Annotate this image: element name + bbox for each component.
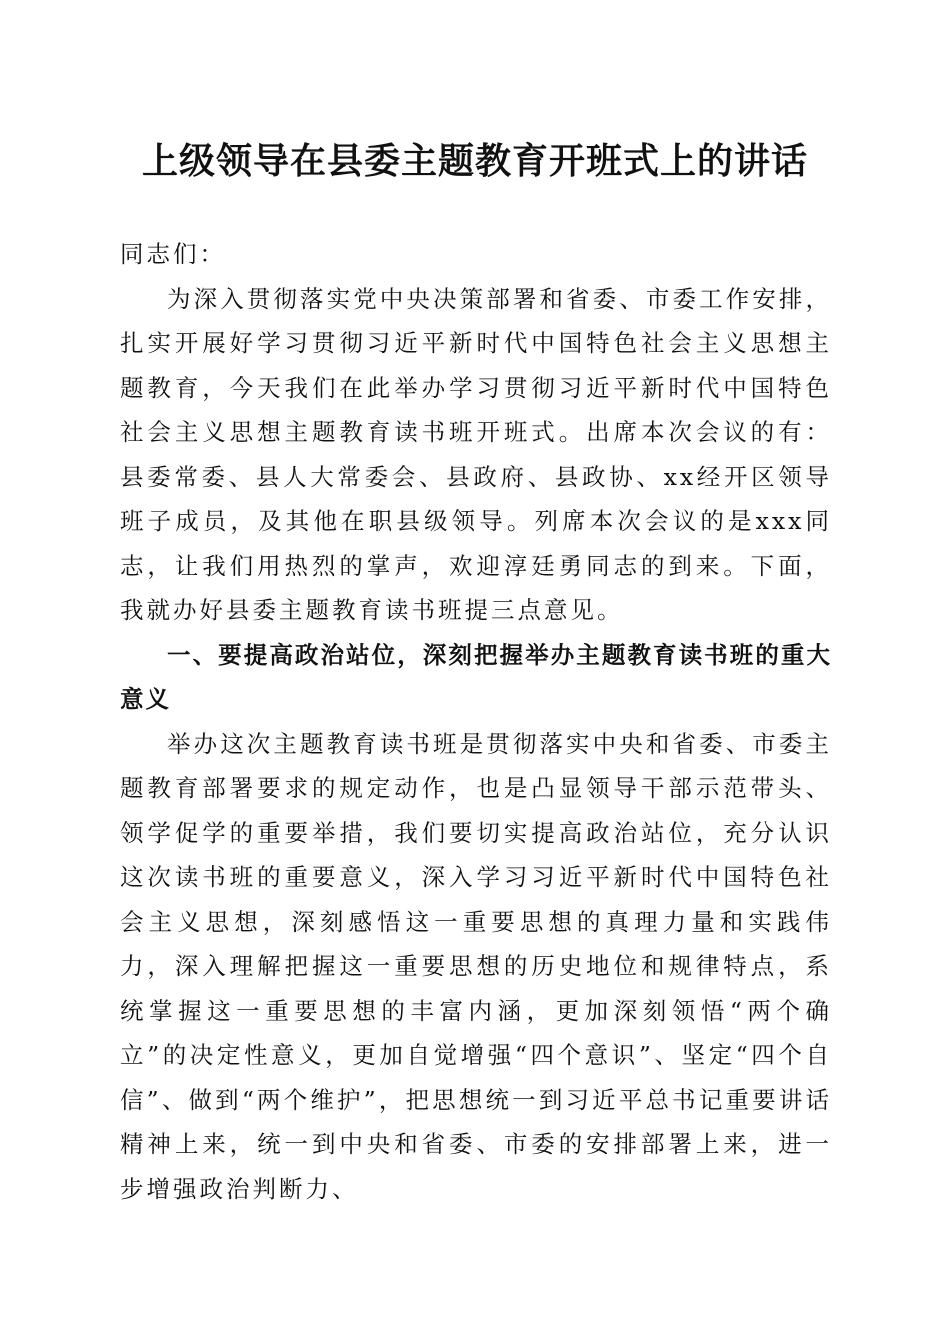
paragraph-section-1: 举办这次主题教育读书班是贯彻落实中央和省委、市委主题教育部署要求的规定动作，也是凸显领导干部示范带头、领学促学的重要举措，我们要切实提高政治站位，充分认识这次读书班的重要意义，深入学习习近平新时代中国特色社会主义思想，深刻感悟这一重要思想的真理力量和实践伟力，深入理解把握这一重要思想的历史地位和规律特点，系统掌握这一重要思想的丰富内涵，更加深刻领悟“两个确立”的决定性意义，更加自觉增强“四个意识”、坚定“四个自信”、做到“两个维护”，把思想统一到习近平总书记重要讲话精神上来，统一到中央和省委、市委的安排部署上来，进一步增强政治判断力、 — [120, 729, 832, 1203]
salutation: 同志们： — [120, 240, 226, 268]
document-body — [120, 232, 832, 1211]
paragraph-intro: 为深入贯彻落实党中央决策部署和省委、市委工作安排，扎实开展好学习贯彻习近平新时代中国特色社会主义思想主题教育，今天我们在此举办学习贯彻习近平新时代中国特色社会主义思想主题教育读书班开班式。出席本次会议的有：县委常委、县人大常委会、县政府、县政协、xx经开区领导班子成员，及其他在职县级领导。列席本次会议的是xxx同志，让我们用热烈的掌声，欢迎淳廷勇同志的到来。下面，我就办好县委主题教育读书班提三点意见。 — [120, 284, 832, 624]
document-title: 上级领导在县委主题教育开班式上的讲话 — [141, 140, 808, 182]
section-heading-1: 一、要提高政治站位，深刻把握举办主题教育读书班的重大意义 — [120, 640, 832, 713]
